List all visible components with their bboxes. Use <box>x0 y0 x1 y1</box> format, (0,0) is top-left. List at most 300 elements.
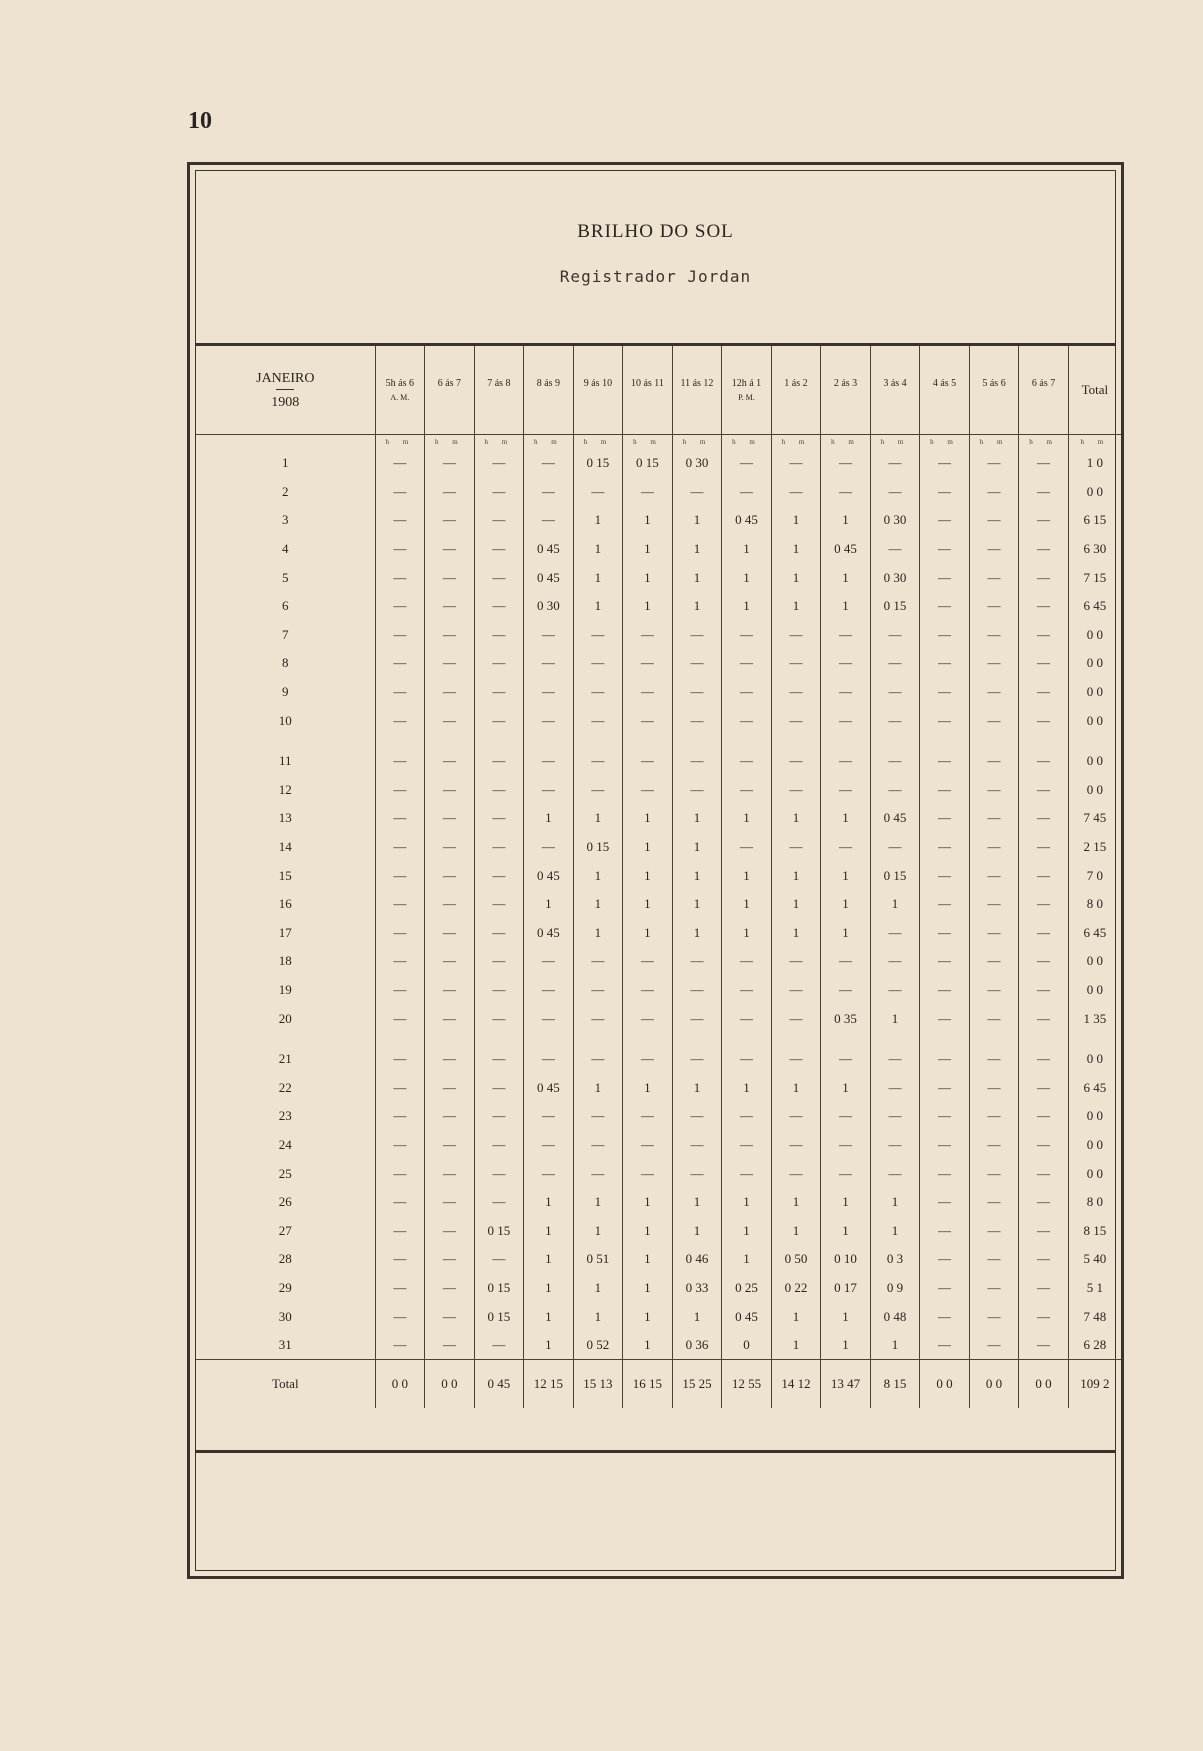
day-total-cell: 1 0 <box>1068 449 1121 478</box>
hour-cell: — <box>821 478 871 507</box>
hour-cell: — <box>969 1245 1019 1274</box>
day-total-cell: 7 0 <box>1068 861 1121 890</box>
hour-cell: — <box>1019 449 1069 478</box>
hour-cell: — <box>474 804 524 833</box>
hour-cell: — <box>623 649 673 678</box>
hour-cell: 1 <box>870 1188 920 1217</box>
hour-cell: — <box>375 1245 425 1274</box>
hour-cell: — <box>474 1245 524 1274</box>
blank-footer-area <box>196 1453 1115 1570</box>
day-number: 25 <box>278 1165 292 1181</box>
hour-cell: 1 <box>573 1216 623 1245</box>
table-row <box>196 506 1121 535</box>
day-number: 23 <box>278 1108 292 1124</box>
table-row <box>196 449 1121 478</box>
day-total-cell: 0 0 <box>1068 976 1121 1005</box>
hour-cell: — <box>969 747 1019 776</box>
hour-cell: — <box>375 804 425 833</box>
hour-cell: — <box>969 776 1019 805</box>
hour-cell: — <box>920 563 970 592</box>
hour-cell: — <box>722 1045 772 1074</box>
hour-cell: — <box>1019 563 1069 592</box>
unit-label: h m <box>1019 435 1069 450</box>
hour-cell: — <box>969 506 1019 535</box>
hour-cell: — <box>722 678 772 707</box>
table-row <box>196 747 1121 776</box>
table-row <box>196 649 1121 678</box>
column-total-cell: 0 0 <box>425 1360 475 1409</box>
spacer-cell <box>196 1033 375 1045</box>
hour-column-label: 3 ás 4 <box>883 377 907 389</box>
hour-cell: — <box>474 649 524 678</box>
hour-cell: — <box>425 919 475 948</box>
day-number: 31 <box>278 1337 292 1353</box>
hour-cell: 1 <box>573 1188 623 1217</box>
hour-cell: 0 46 <box>672 1245 722 1274</box>
hour-cell: — <box>672 1045 722 1074</box>
month-label: JANEIRO <box>256 370 315 386</box>
hour-cell: — <box>1019 535 1069 564</box>
hour-cell: — <box>870 976 920 1005</box>
spacer-cell <box>920 1033 970 1045</box>
hour-cell: — <box>425 804 475 833</box>
hour-cell: — <box>425 1004 475 1033</box>
hour-cell: — <box>474 890 524 919</box>
hour-cell: 0 45 <box>524 919 574 948</box>
hour-cell: — <box>672 478 722 507</box>
hour-cell: — <box>524 776 574 805</box>
hour-cell: 0 45 <box>870 804 920 833</box>
hour-cell: — <box>573 1004 623 1033</box>
hour-cell: — <box>672 1131 722 1160</box>
hour-cell: — <box>375 747 425 776</box>
hour-cell: 1 <box>771 861 821 890</box>
document-title: BRILHO DO SOL <box>577 221 734 242</box>
spacer-cell <box>771 1033 821 1045</box>
hour-cell: — <box>672 776 722 805</box>
hour-cell: 0 33 <box>672 1274 722 1303</box>
hour-cell: 0 9 <box>870 1274 920 1303</box>
hour-cell: 1 <box>870 1004 920 1033</box>
table-row <box>196 1102 1121 1131</box>
table-row <box>196 478 1121 507</box>
hour-cell: — <box>425 1245 475 1274</box>
hour-cell: — <box>474 1045 524 1074</box>
hour-column-label: 4 ás 5 <box>932 377 957 389</box>
hour-cell: 1 <box>623 833 673 862</box>
hour-cell: 1 <box>623 1331 673 1360</box>
day-number: 5 <box>282 569 289 585</box>
hour-cell: — <box>969 1302 1019 1331</box>
hour-cell: — <box>969 919 1019 948</box>
hour-cell: — <box>771 833 821 862</box>
hour-cell: 1 <box>722 1245 772 1274</box>
hour-column-header <box>870 346 920 435</box>
hour-cell: 1 <box>722 804 772 833</box>
hour-cell: — <box>870 1102 920 1131</box>
hour-cell: — <box>920 621 970 650</box>
hour-cell: — <box>375 621 425 650</box>
hour-column-period <box>871 393 920 403</box>
hour-cell: 1 <box>821 861 871 890</box>
hour-cell: — <box>722 1004 772 1033</box>
hour-cell: — <box>623 747 673 776</box>
hour-cell: — <box>375 1274 425 1303</box>
hour-cell: — <box>722 1159 772 1188</box>
hour-cell: 1 <box>573 919 623 948</box>
hour-cell: 1 <box>672 919 722 948</box>
hour-cell: — <box>425 1045 475 1074</box>
group-spacer-row <box>196 735 1121 747</box>
table-header-row <box>196 346 1121 435</box>
hour-cell: — <box>425 976 475 1005</box>
hour-cell: — <box>425 1331 475 1360</box>
hour-cell: 1 <box>821 804 871 833</box>
hour-cell: — <box>920 1004 970 1033</box>
hour-cell: 0 15 <box>870 861 920 890</box>
unit-label: h m <box>821 435 871 450</box>
hour-cell: — <box>969 947 1019 976</box>
hour-column-label: 5h ás 6 <box>385 377 415 389</box>
hour-cell: — <box>375 861 425 890</box>
hour-cell: — <box>1019 706 1069 735</box>
hour-cell: — <box>969 592 1019 621</box>
hour-cell: — <box>969 1274 1019 1303</box>
hour-cell: — <box>969 1073 1019 1102</box>
hour-column-header <box>425 346 475 435</box>
hour-cell: — <box>821 776 871 805</box>
hour-cell: — <box>920 535 970 564</box>
hour-column-period <box>623 393 672 403</box>
hour-cell: 1 <box>623 563 673 592</box>
hour-cell: 1 <box>672 804 722 833</box>
hour-cell: — <box>722 649 772 678</box>
hour-cell: — <box>672 747 722 776</box>
day-total-cell: 1 35 <box>1068 1004 1121 1033</box>
day-total-cell: 5 40 <box>1068 1245 1121 1274</box>
hour-cell: — <box>920 1216 970 1245</box>
hour-cell: — <box>375 1004 425 1033</box>
hour-column-header <box>474 346 524 435</box>
hour-cell: — <box>870 747 920 776</box>
hour-cell: 1 <box>623 592 673 621</box>
hour-cell: 1 <box>524 1245 574 1274</box>
hour-cell: 1 <box>672 1073 722 1102</box>
hour-cell: — <box>969 706 1019 735</box>
table-row <box>196 1245 1121 1274</box>
hour-cell: 0 30 <box>672 449 722 478</box>
hour-cell: — <box>771 449 821 478</box>
hour-cell: — <box>573 1131 623 1160</box>
hour-cell: — <box>821 833 871 862</box>
hour-cell: 1 <box>771 535 821 564</box>
hour-cell: — <box>672 976 722 1005</box>
day-total-cell: 0 0 <box>1068 776 1121 805</box>
hour-cell: — <box>1019 1102 1069 1131</box>
hour-cell: — <box>375 1131 425 1160</box>
hour-cell: 1 <box>623 804 673 833</box>
hour-cell: 0 <box>722 1331 772 1360</box>
hour-cell: — <box>920 649 970 678</box>
hour-cell: — <box>375 1188 425 1217</box>
hour-cell: — <box>425 678 475 707</box>
column-total-cell: 0 45 <box>474 1360 524 1409</box>
grand-total-cell: 109 2 <box>1068 1360 1121 1409</box>
day-number: 19 <box>278 981 292 997</box>
hour-cell: 1 <box>672 833 722 862</box>
hour-cell: 1 <box>771 1302 821 1331</box>
hour-cell: — <box>524 947 574 976</box>
hour-cell: 1 <box>722 919 772 948</box>
hour-cell: 1 <box>623 890 673 919</box>
total-column-header: Total <box>1068 346 1121 435</box>
spacer-cell <box>524 1033 574 1045</box>
hour-cell: 0 30 <box>524 592 574 621</box>
hour-cell: — <box>474 678 524 707</box>
day-total-cell: 0 0 <box>1068 1159 1121 1188</box>
day-number: 12 <box>278 781 292 797</box>
hour-cell: 0 15 <box>573 449 623 478</box>
hour-cell: — <box>474 449 524 478</box>
hour-cell: 0 22 <box>771 1274 821 1303</box>
hour-cell: — <box>474 1073 524 1102</box>
day-total-cell: 0 0 <box>1068 678 1121 707</box>
hour-cell: — <box>969 1216 1019 1245</box>
hour-cell: — <box>425 1188 475 1217</box>
hour-cell: — <box>623 776 673 805</box>
document-inner-frame <box>195 170 1116 1571</box>
hour-cell: 0 51 <box>573 1245 623 1274</box>
hour-column-label: 11 ás 12 <box>680 377 714 389</box>
hour-cell: 1 <box>623 1302 673 1331</box>
hour-cell: — <box>920 1331 970 1360</box>
table-row <box>196 1131 1121 1160</box>
hour-cell: 1 <box>722 535 772 564</box>
hour-cell: — <box>425 947 475 976</box>
spacer-cell <box>920 735 970 747</box>
hour-cell: — <box>870 621 920 650</box>
hour-cell: — <box>425 776 475 805</box>
hour-cell: — <box>1019 649 1069 678</box>
hour-column-label: 5 ás 6 <box>982 377 1006 389</box>
hour-cell: 1 <box>672 1188 722 1217</box>
column-total-cell: 15 25 <box>672 1360 722 1409</box>
hour-column-header <box>375 346 425 435</box>
day-number: 6 <box>282 598 289 614</box>
hour-cell: — <box>1019 1045 1069 1074</box>
hour-cell: — <box>623 706 673 735</box>
hour-cell: — <box>870 1045 920 1074</box>
sunshine-table <box>196 346 1121 1408</box>
table-row <box>196 1159 1121 1188</box>
hour-cell: 1 <box>573 1274 623 1303</box>
hour-column-period <box>1019 393 1068 403</box>
day-number: 15 <box>278 867 292 883</box>
hour-cell: 0 30 <box>870 506 920 535</box>
unit-label: h m <box>920 435 970 450</box>
column-total-cell: 0 0 <box>375 1360 425 1409</box>
spacer-cell <box>672 1033 722 1045</box>
hour-cell: 0 45 <box>821 535 871 564</box>
day-number: 22 <box>278 1079 292 1095</box>
hour-cell: — <box>722 706 772 735</box>
hour-cell: — <box>870 947 920 976</box>
hour-cell: — <box>425 747 475 776</box>
hour-cell: — <box>474 919 524 948</box>
day-total-cell: 6 45 <box>1068 592 1121 621</box>
table-row <box>196 1302 1121 1331</box>
hour-cell: 1 <box>821 506 871 535</box>
hour-cell: — <box>672 706 722 735</box>
table-row <box>196 678 1121 707</box>
hour-column-header <box>672 346 722 435</box>
hour-cell: 1 <box>821 1331 871 1360</box>
hour-cell: — <box>1019 1302 1069 1331</box>
hour-cell: — <box>524 833 574 862</box>
table-body <box>196 449 1121 1408</box>
hour-cell: 1 <box>524 1302 574 1331</box>
document-frame <box>187 162 1124 1579</box>
hour-cell: — <box>524 449 574 478</box>
hour-cell: — <box>623 1131 673 1160</box>
hour-cell: — <box>969 678 1019 707</box>
hour-cell: — <box>672 1102 722 1131</box>
hour-cell: — <box>524 478 574 507</box>
hour-cell: — <box>1019 1274 1069 1303</box>
hour-cell: — <box>920 861 970 890</box>
hour-cell: — <box>474 1188 524 1217</box>
spacer-cell <box>573 735 623 747</box>
hour-cell: — <box>425 890 475 919</box>
hour-cell: — <box>425 1216 475 1245</box>
hour-cell: — <box>920 1102 970 1131</box>
hour-cell: 0 52 <box>573 1331 623 1360</box>
hour-cell: 1 <box>771 1216 821 1245</box>
day-total-cell: 0 0 <box>1068 621 1121 650</box>
day-number: 11 <box>279 753 292 769</box>
hour-cell: 0 15 <box>474 1274 524 1303</box>
spacer-cell <box>425 735 475 747</box>
column-total-cell: 13 47 <box>821 1360 871 1409</box>
hour-cell: — <box>870 535 920 564</box>
hour-cell: — <box>524 621 574 650</box>
day-number: 20 <box>278 1010 292 1026</box>
hour-cell: — <box>969 478 1019 507</box>
spacer-cell <box>870 735 920 747</box>
hour-cell: 1 <box>672 1302 722 1331</box>
day-number: 29 <box>278 1279 292 1295</box>
hour-cell: — <box>870 1131 920 1160</box>
hour-cell: — <box>425 1102 475 1131</box>
hour-cell: 1 <box>573 804 623 833</box>
hour-column-label: 2 ás 3 <box>833 377 858 389</box>
hour-cell: — <box>573 1159 623 1188</box>
day-total-cell: 0 0 <box>1068 478 1121 507</box>
unit-label: h m <box>375 435 425 450</box>
hour-cell: — <box>771 678 821 707</box>
month-divider <box>276 389 294 390</box>
hour-cell: — <box>623 478 673 507</box>
day-total-cell: 7 45 <box>1068 804 1121 833</box>
hour-cell: 1 <box>672 506 722 535</box>
hour-cell: — <box>375 592 425 621</box>
hour-cell: — <box>474 535 524 564</box>
hour-cell: 1 <box>623 535 673 564</box>
spacer-cell <box>623 735 673 747</box>
hour-column-header <box>623 346 673 435</box>
hour-cell: — <box>623 976 673 1005</box>
day-total-cell: 7 15 <box>1068 563 1121 592</box>
hour-cell: — <box>375 449 425 478</box>
hour-cell: — <box>425 1073 475 1102</box>
table-row <box>196 947 1121 976</box>
hour-column-period <box>425 393 474 403</box>
column-total-cell: 16 15 <box>623 1360 673 1409</box>
hour-cell: — <box>969 804 1019 833</box>
hour-cell: — <box>821 1045 871 1074</box>
day-total-cell: 8 15 <box>1068 1216 1121 1245</box>
hour-column-period: P. M. <box>738 392 755 402</box>
hour-cell: — <box>425 563 475 592</box>
day-total-cell: 2 15 <box>1068 833 1121 862</box>
hour-cell: 1 <box>573 592 623 621</box>
hour-cell: — <box>425 1274 475 1303</box>
spacer-cell <box>425 1033 475 1045</box>
hour-cell: — <box>1019 1188 1069 1217</box>
hour-cell: — <box>474 1131 524 1160</box>
hour-cell: — <box>1019 478 1069 507</box>
hour-cell: 1 <box>623 1216 673 1245</box>
hour-cell: 1 <box>524 1216 574 1245</box>
hour-cell: — <box>474 776 524 805</box>
hour-cell: 1 <box>771 890 821 919</box>
hour-cell: — <box>474 478 524 507</box>
day-number: 16 <box>278 896 292 912</box>
hour-cell: — <box>524 1102 574 1131</box>
hour-cell: 1 <box>524 804 574 833</box>
hour-cell: — <box>474 1159 524 1188</box>
hour-cell: 1 <box>722 592 772 621</box>
hour-cell: 1 <box>771 1073 821 1102</box>
hour-cell: — <box>771 649 821 678</box>
hour-cell: — <box>425 621 475 650</box>
hour-cell: — <box>524 706 574 735</box>
hour-column-period <box>772 393 821 403</box>
spacer-cell <box>474 1033 524 1045</box>
hour-cell: — <box>969 1131 1019 1160</box>
hour-column-period <box>574 393 623 403</box>
hour-cell: — <box>474 621 524 650</box>
hour-cell: — <box>969 890 1019 919</box>
hour-column-period <box>524 393 573 403</box>
day-number: 17 <box>278 924 292 940</box>
hour-cell: — <box>1019 919 1069 948</box>
hour-cell: — <box>870 449 920 478</box>
hour-cell: — <box>672 621 722 650</box>
unit-label: h m <box>1068 435 1121 450</box>
hour-cell: — <box>821 649 871 678</box>
hour-cell: — <box>969 1188 1019 1217</box>
hour-cell: 0 30 <box>870 563 920 592</box>
hour-cell: — <box>1019 678 1069 707</box>
hour-column-label: 12h á 1 <box>731 377 762 389</box>
day-number: 13 <box>278 810 292 826</box>
hour-cell: — <box>1019 1245 1069 1274</box>
hour-cell: 1 <box>672 861 722 890</box>
hour-cell: — <box>672 649 722 678</box>
day-total-cell: 8 0 <box>1068 890 1121 919</box>
hour-cell: — <box>920 706 970 735</box>
